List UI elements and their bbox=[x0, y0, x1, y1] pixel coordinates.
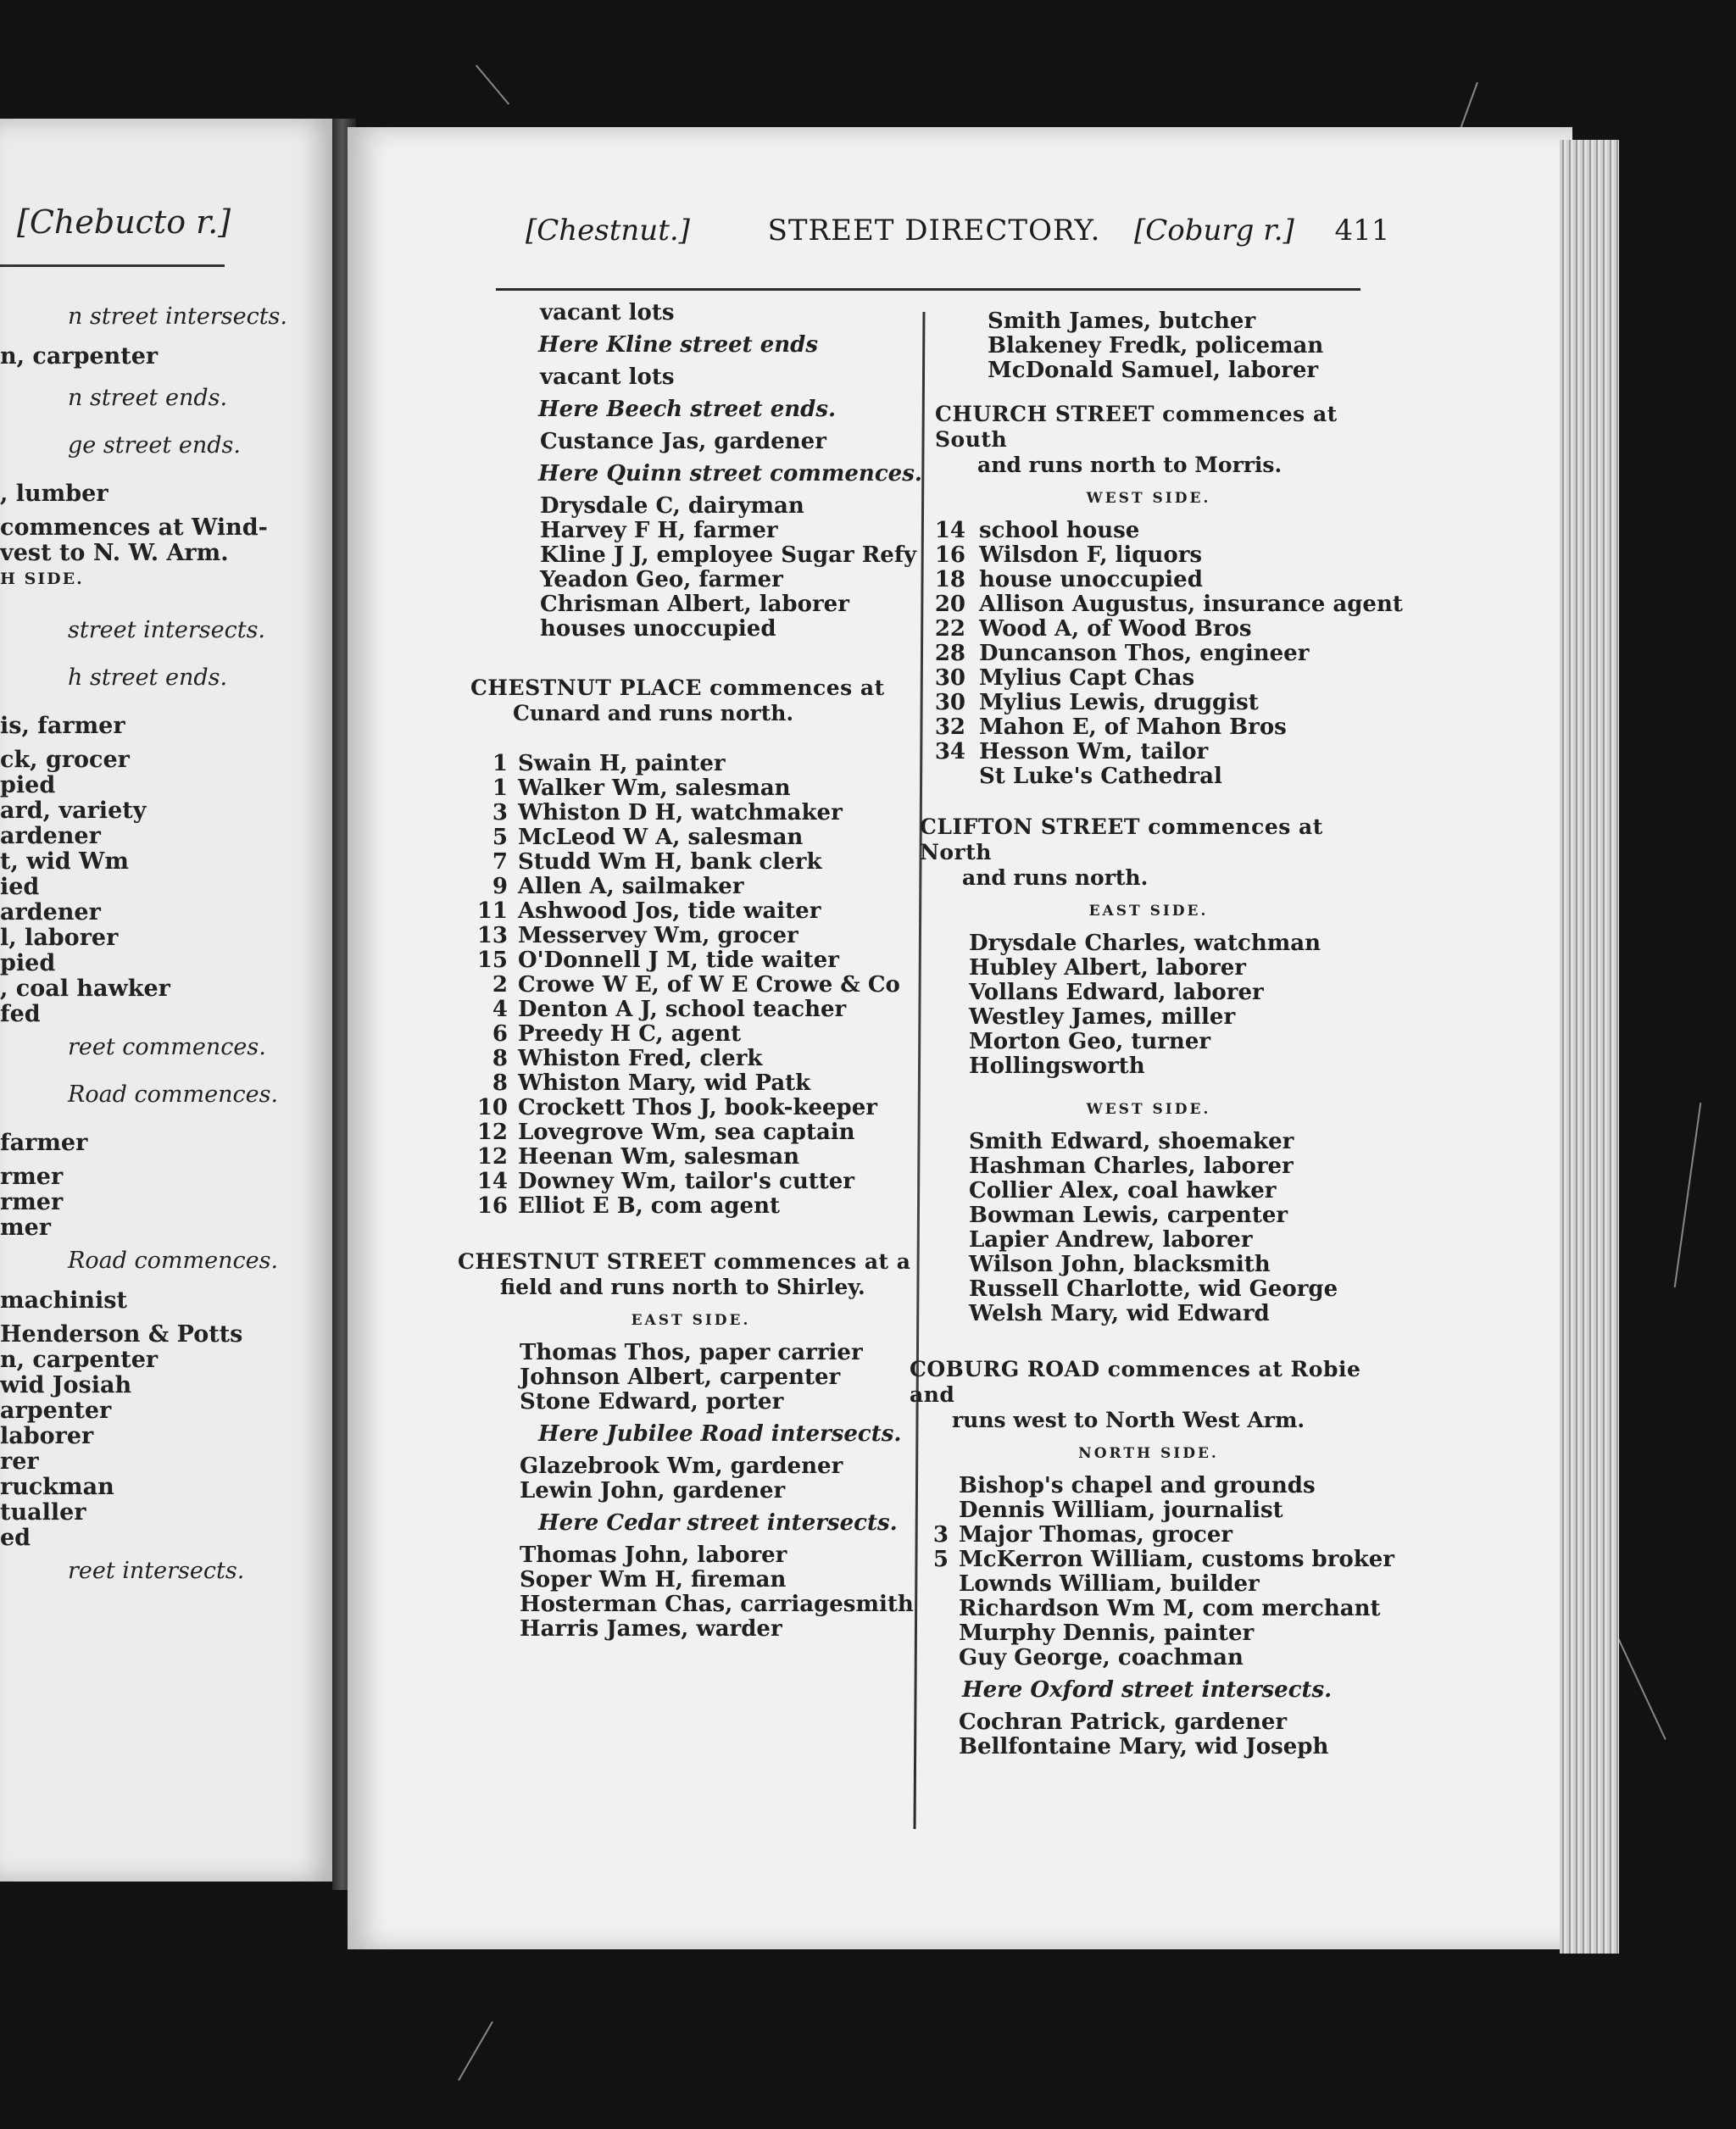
entry-text: Murphy Dennis, painter bbox=[959, 1620, 1255, 1646]
previous-page-line: fed bbox=[0, 1001, 41, 1027]
previous-page-line: t, wid Wm bbox=[0, 848, 129, 875]
right-column bbox=[910, 309, 1403, 1759]
house-number: 10 bbox=[476, 1095, 508, 1120]
directory-entry bbox=[470, 1617, 911, 1642]
directory-entry bbox=[470, 1071, 911, 1096]
coburg-road-entries bbox=[920, 1473, 1394, 1759]
coburg-road-side: NORTH SIDE. bbox=[1078, 1445, 1219, 1462]
entry-text: Mylius Capt Chas bbox=[979, 665, 1195, 691]
house-number: 30 bbox=[934, 665, 965, 691]
header-rule bbox=[496, 288, 1360, 291]
entry-text: Crockett Thos J, book-keeper bbox=[518, 1095, 877, 1120]
house-number: 8 bbox=[492, 1070, 508, 1096]
street-note: Here Cedar street intersects. bbox=[538, 1510, 898, 1536]
house-number: 30 bbox=[934, 690, 965, 715]
entry-text: Denton A J, school teacher bbox=[518, 997, 847, 1022]
entry-text: house unoccupied bbox=[979, 567, 1203, 592]
directory-entry bbox=[920, 1498, 1377, 1523]
previous-page-rule bbox=[0, 264, 225, 267]
entry-text: Hashman Charles, laborer bbox=[969, 1153, 1294, 1179]
entry-text: Bellfontaine Mary, wid Joseph bbox=[959, 1734, 1329, 1759]
directory-entry bbox=[920, 1474, 1377, 1498]
entry-text: Welsh Mary, wid Edward bbox=[969, 1301, 1270, 1326]
entry-text: school house bbox=[979, 518, 1140, 543]
entry-text: Cochran Patrick, gardener bbox=[959, 1709, 1288, 1735]
chestnut-street-entries bbox=[470, 1340, 914, 1642]
entry-text: Mahon E, of Mahon Bros bbox=[979, 714, 1287, 740]
previous-page-line: ardener bbox=[0, 823, 101, 849]
entry-text: Yeadon Geo, farmer bbox=[540, 567, 783, 592]
previous-page-line: street intersects. bbox=[68, 617, 266, 643]
previous-page-line: n, carpenter bbox=[0, 343, 159, 370]
entry-text: Kline J J, employee Sugar Refy bbox=[540, 542, 917, 568]
directory-entry bbox=[470, 973, 911, 998]
header-left-guide: [Chestnut.] bbox=[526, 214, 690, 247]
house-number: 34 bbox=[934, 739, 965, 764]
directory-entry bbox=[470, 899, 911, 924]
previous-page-line: rer bbox=[0, 1448, 39, 1475]
directory-entry bbox=[920, 1228, 1377, 1253]
directory-entry bbox=[920, 519, 1377, 543]
clifton-west-entries bbox=[920, 1130, 1377, 1326]
chestnut-place-entries bbox=[470, 752, 911, 1219]
entry-text: McDonald Samuel, laborer bbox=[988, 358, 1319, 383]
directory-entry bbox=[470, 752, 911, 776]
entry-text: Lownds William, builder bbox=[959, 1571, 1260, 1597]
page-header bbox=[526, 214, 1390, 256]
previous-page-line: commences at Wind- bbox=[0, 514, 268, 541]
entry-text: vacant lots bbox=[540, 300, 675, 325]
previous-page-line: , coal hawker bbox=[0, 976, 170, 1002]
chestnut-street-heading: CHESTNUT STREET commences at a field and runs north to Shirley. bbox=[458, 1249, 911, 1299]
clifton-west-side: WEST SIDE. bbox=[1086, 1101, 1211, 1118]
directory-entry bbox=[470, 1365, 911, 1390]
previous-page-line: wid Josiah bbox=[0, 1372, 132, 1398]
entry-text: Chrisman Albert, laborer bbox=[540, 592, 849, 617]
directory-entry bbox=[920, 931, 1377, 956]
entry-text: Lovegrove Wm, sea captain bbox=[518, 1120, 855, 1145]
entry-text: Smith Edward, shoemaker bbox=[969, 1129, 1294, 1154]
scan-speck bbox=[476, 64, 509, 104]
directory-entry bbox=[920, 1253, 1377, 1277]
entry-text: Preedy H C, agent bbox=[518, 1021, 742, 1047]
directory-entry bbox=[920, 1646, 1377, 1670]
previous-page-line: ied bbox=[0, 874, 40, 900]
previous-page-line: Road commences. bbox=[68, 1081, 279, 1108]
directory-entry bbox=[920, 1621, 1377, 1646]
house-number: 2 bbox=[492, 972, 508, 998]
page-edges bbox=[1560, 140, 1619, 1954]
church-street-heading: CHURCH STREET commences at South and runs north to Morris. bbox=[935, 402, 1338, 477]
directory-entry bbox=[470, 948, 911, 973]
scan-speck bbox=[458, 2021, 493, 2081]
entry-text: Johnson Albert, carpenter bbox=[520, 1365, 841, 1390]
house-number: 1 bbox=[492, 775, 508, 801]
directory-entry bbox=[920, 1203, 1377, 1228]
directory-entry bbox=[470, 776, 911, 801]
directory-entry bbox=[920, 715, 1377, 740]
house-number: 4 bbox=[492, 997, 508, 1022]
page-number: 411 bbox=[1334, 214, 1390, 247]
entry-text: Smith James, butcher bbox=[988, 309, 1256, 334]
previous-page-line: pied bbox=[0, 950, 56, 976]
house-number: 14 bbox=[934, 518, 965, 543]
previous-page-line: n street intersects. bbox=[68, 303, 287, 330]
directory-entry bbox=[920, 740, 1377, 764]
entry-text: Harris James, warder bbox=[520, 1616, 782, 1642]
previous-page-line: farmer bbox=[0, 1130, 88, 1156]
house-number: 9 bbox=[492, 874, 508, 899]
directory-entry bbox=[920, 568, 1377, 592]
directory-entry bbox=[470, 1568, 911, 1593]
house-number: 16 bbox=[934, 542, 965, 568]
entry-text: Drysdale C, dairyman bbox=[540, 493, 804, 519]
directory-entry bbox=[470, 825, 911, 850]
entry-text: Hesson Wm, tailor bbox=[979, 739, 1209, 764]
entry-text: Hollingsworth bbox=[969, 1053, 1145, 1079]
directory-entry bbox=[470, 365, 911, 390]
directory-entry bbox=[470, 1479, 911, 1504]
directory-entry bbox=[470, 1390, 911, 1415]
previous-page-line: machinist bbox=[0, 1287, 127, 1314]
previous-page-line: arpenter bbox=[0, 1398, 112, 1424]
header-right-guide: [Coburg r.] bbox=[1134, 214, 1294, 247]
entry-text: Drysdale Charles, watchman bbox=[969, 931, 1321, 956]
directory-entry bbox=[470, 568, 911, 592]
scan-speck bbox=[1674, 1103, 1702, 1287]
right-column-intro bbox=[920, 309, 1377, 383]
directory-entry bbox=[920, 1572, 1377, 1597]
previous-page-line: ard, variety bbox=[0, 798, 147, 824]
street-note: Here Quinn street commences. bbox=[538, 461, 922, 486]
directory-entry bbox=[920, 1547, 1394, 1572]
directory-entry bbox=[470, 542, 917, 568]
directory-entry bbox=[920, 1130, 1377, 1154]
house-number: 13 bbox=[476, 923, 508, 948]
directory-entry bbox=[470, 1120, 911, 1145]
directory-entry bbox=[470, 924, 911, 948]
entry-text: Crowe W E, of W E Crowe & Co bbox=[518, 972, 900, 998]
entry-text: Swain H, painter bbox=[518, 751, 726, 776]
entry-text: Harvey F H, farmer bbox=[540, 518, 778, 543]
previous-page-line: rmer bbox=[0, 1164, 64, 1190]
header-title: STREET DIRECTORY. bbox=[767, 214, 1101, 247]
entry-text: Thomas John, laborer bbox=[520, 1543, 787, 1568]
previous-page-line: Road commences. bbox=[68, 1248, 279, 1274]
house-number: 22 bbox=[934, 616, 965, 642]
directory-entry bbox=[920, 1054, 1377, 1079]
entry-text: Whiston Mary, wid Patk bbox=[518, 1070, 811, 1096]
entry-text: Bowman Lewis, carpenter bbox=[969, 1203, 1288, 1228]
house-number: 16 bbox=[476, 1193, 508, 1219]
directory-entry bbox=[920, 956, 1377, 981]
house-number: 12 bbox=[476, 1144, 508, 1170]
directory-entry bbox=[920, 334, 1377, 359]
entry-text: Whiston Fred, clerk bbox=[518, 1046, 763, 1071]
directory-entry bbox=[920, 981, 1377, 1005]
directory-entry bbox=[920, 642, 1377, 666]
directory-entry bbox=[470, 1145, 911, 1170]
entry-text: Allison Augustus, insurance agent bbox=[979, 592, 1403, 617]
previous-page-line: vest to N. W. Arm. bbox=[0, 540, 229, 566]
directory-entry bbox=[470, 1543, 911, 1568]
directory-entry bbox=[920, 1302, 1377, 1326]
directory-entry bbox=[920, 1005, 1377, 1030]
directory-entry bbox=[470, 998, 911, 1022]
house-number: 5 bbox=[492, 825, 508, 850]
entry-text: Major Thomas, grocer bbox=[959, 1522, 1233, 1548]
entry-text: Blakeney Fredk, policeman bbox=[988, 333, 1324, 359]
directory-entry bbox=[470, 1170, 911, 1194]
directory-entry bbox=[920, 666, 1377, 691]
previous-page-line: H SIDE. bbox=[0, 570, 84, 588]
entry-text: Studd Wm H, bank clerk bbox=[518, 849, 822, 875]
previous-page-line: tualler bbox=[0, 1499, 86, 1526]
entry-text: Custance Jas, gardener bbox=[540, 429, 826, 454]
previous-page-line: ruckman bbox=[0, 1474, 114, 1500]
street-note: Here Jubilee Road intersects. bbox=[538, 1421, 902, 1447]
entry-text: Dennis William, journalist bbox=[959, 1498, 1283, 1523]
previous-page-line: , lumber bbox=[0, 481, 108, 507]
entry-text: Collier Alex, coal hawker bbox=[969, 1178, 1277, 1203]
entry-text: Russell Charlotte, wid George bbox=[969, 1276, 1338, 1302]
previous-page-line: rmer bbox=[0, 1189, 64, 1215]
chestnut-street-side: EAST SIDE. bbox=[631, 1312, 751, 1329]
directory-entry bbox=[470, 617, 911, 642]
previous-page-header: [Chebucto r.] bbox=[17, 203, 231, 241]
directory-entry bbox=[920, 1179, 1377, 1203]
house-number: 15 bbox=[476, 948, 508, 973]
directory-entry bbox=[920, 1277, 1377, 1302]
church-street-entries bbox=[920, 518, 1403, 789]
previous-page-line: Henderson & Potts bbox=[0, 1321, 243, 1348]
house-number: 11 bbox=[476, 898, 508, 924]
previous-page-line: laborer bbox=[0, 1423, 94, 1449]
house-number: 5 bbox=[932, 1547, 949, 1572]
entry-text: Thomas Thos, paper carrier bbox=[520, 1340, 863, 1365]
entry-text: Messervey Wm, grocer bbox=[518, 923, 798, 948]
previous-page-line: is, farmer bbox=[0, 713, 125, 739]
directory-entry bbox=[920, 764, 1377, 789]
directory-entry bbox=[920, 592, 1403, 617]
house-number: 28 bbox=[934, 641, 965, 666]
directory-entry bbox=[920, 1154, 1377, 1179]
house-number: 8 bbox=[492, 1046, 508, 1071]
left-column-intro bbox=[470, 300, 922, 642]
entry-text: McKerron William, customs broker bbox=[959, 1547, 1394, 1572]
previous-page-line: l, laborer bbox=[0, 925, 119, 951]
entry-text: houses unoccupied bbox=[540, 616, 776, 642]
entry-text: Hosterman Chas, carriagesmith bbox=[520, 1592, 914, 1617]
directory-entry bbox=[920, 617, 1377, 642]
entry-text: O'Donnell J M, tide waiter bbox=[518, 948, 839, 973]
house-number: 6 bbox=[492, 1021, 508, 1047]
directory-entry bbox=[920, 1596, 1381, 1621]
directory-entry bbox=[470, 850, 911, 875]
house-number: 7 bbox=[492, 849, 508, 875]
entry-text: Duncanson Thos, engineer bbox=[979, 641, 1310, 666]
entry-text: Vollans Edward, laborer bbox=[969, 980, 1264, 1005]
entry-text: Glazebrook Wm, gardener bbox=[520, 1454, 843, 1479]
entry-text: Bishop's chapel and grounds bbox=[959, 1473, 1316, 1498]
directory-entry bbox=[470, 1592, 914, 1617]
clifton-east-side: EAST SIDE. bbox=[1088, 903, 1209, 920]
directory-entry bbox=[920, 1523, 1377, 1548]
entry-text: Hubley Albert, laborer bbox=[969, 955, 1246, 981]
entry-text: Stone Edward, porter bbox=[520, 1389, 784, 1415]
entry-text: Whiston D H, watchmaker bbox=[518, 800, 843, 825]
directory-entry bbox=[470, 875, 911, 899]
directory-entry bbox=[920, 543, 1377, 568]
street-note: Here Beech street ends. bbox=[538, 397, 837, 422]
coburg-road-heading: COBURG ROAD commences at Robie and runs west to North West Arm. bbox=[910, 1357, 1361, 1432]
previous-page-line: mer bbox=[0, 1215, 51, 1241]
directory-entry bbox=[470, 1454, 911, 1479]
entry-text: Soper Wm H, fireman bbox=[520, 1567, 787, 1593]
entry-text: Heenan Wm, salesman bbox=[518, 1144, 799, 1170]
entry-text: Elliot E B, com agent bbox=[518, 1193, 781, 1219]
previous-page-line: reet commences. bbox=[68, 1034, 266, 1060]
directory-entry bbox=[470, 801, 911, 825]
previous-page-line: pied bbox=[0, 772, 56, 798]
directory-entry bbox=[920, 1735, 1377, 1759]
clifton-street-heading: CLIFTON STREET commences at North and runs north. bbox=[920, 814, 1323, 890]
street-note: Here Kline street ends bbox=[538, 332, 819, 358]
entry-text: Guy George, coachman bbox=[959, 1645, 1244, 1670]
entry-text: Downey Wm, tailor's cutter bbox=[518, 1169, 854, 1194]
entry-text: Mylius Lewis, druggist bbox=[979, 690, 1259, 715]
house-number: 12 bbox=[476, 1120, 508, 1145]
previous-page-line: ck, grocer bbox=[0, 747, 130, 773]
directory-entry bbox=[470, 1022, 911, 1047]
entry-text: Wilson John, blacksmith bbox=[969, 1252, 1271, 1277]
entry-text: Lewin John, gardener bbox=[520, 1478, 786, 1504]
directory-entry bbox=[470, 592, 911, 617]
directory-entry bbox=[470, 494, 911, 519]
previous-page-line: ed bbox=[0, 1525, 31, 1551]
entry-text: Ashwood Jos, tide waiter bbox=[518, 898, 821, 924]
directory-entry bbox=[470, 1047, 911, 1071]
previous-page-line: ge street ends. bbox=[68, 432, 241, 459]
previous-page-line: reet intersects. bbox=[68, 1558, 245, 1584]
entry-text: Allen A, sailmaker bbox=[518, 874, 744, 899]
entry-text: St Luke's Cathedral bbox=[979, 764, 1222, 789]
house-number: 32 bbox=[934, 714, 965, 740]
directory-entry bbox=[470, 301, 911, 325]
directory-entry bbox=[920, 309, 1377, 334]
entry-text: Morton Geo, turner bbox=[969, 1029, 1211, 1054]
previous-page-line: n, carpenter bbox=[0, 1347, 159, 1373]
directory-entry bbox=[920, 691, 1377, 715]
house-number: 20 bbox=[934, 592, 965, 617]
house-number: 14 bbox=[476, 1169, 508, 1194]
clifton-east-entries bbox=[920, 931, 1377, 1079]
directory-entry bbox=[470, 430, 911, 454]
chestnut-place-heading: CHESTNUT PLACE commences at Cunard and runs north. bbox=[470, 675, 885, 725]
directory-entry bbox=[470, 519, 911, 543]
entry-text: vacant lots bbox=[540, 364, 675, 390]
entry-text: Westley James, miller bbox=[969, 1004, 1236, 1030]
house-number: 3 bbox=[492, 800, 508, 825]
entry-text: Wood A, of Wood Bros bbox=[979, 616, 1252, 642]
house-number: 1 bbox=[492, 751, 508, 776]
directory-entry bbox=[920, 1030, 1377, 1054]
entry-text: Lapier Andrew, laborer bbox=[969, 1227, 1253, 1253]
directory-entry bbox=[470, 1096, 911, 1120]
entry-text: Wilsdon F, liquors bbox=[979, 542, 1203, 568]
directory-entry bbox=[920, 1710, 1377, 1735]
previous-page bbox=[0, 119, 335, 1882]
previous-page-line: n street ends. bbox=[68, 385, 228, 411]
entry-text: Richardson Wm M, com merchant bbox=[959, 1596, 1381, 1621]
house-number: 3 bbox=[932, 1522, 949, 1548]
entry-text: Walker Wm, salesman bbox=[518, 775, 791, 801]
street-note: Here Oxford street intersects. bbox=[962, 1677, 1333, 1703]
directory-entry bbox=[920, 359, 1377, 383]
previous-page-line: h street ends. bbox=[68, 664, 228, 691]
directory-entry bbox=[470, 1341, 911, 1365]
house-number: 18 bbox=[934, 567, 965, 592]
previous-page-line: ardener bbox=[0, 899, 101, 926]
left-column bbox=[458, 300, 922, 1642]
directory-entry bbox=[470, 1194, 911, 1219]
entry-text: McLeod W A, salesman bbox=[518, 825, 804, 850]
church-street-side: WEST SIDE. bbox=[1086, 490, 1211, 507]
